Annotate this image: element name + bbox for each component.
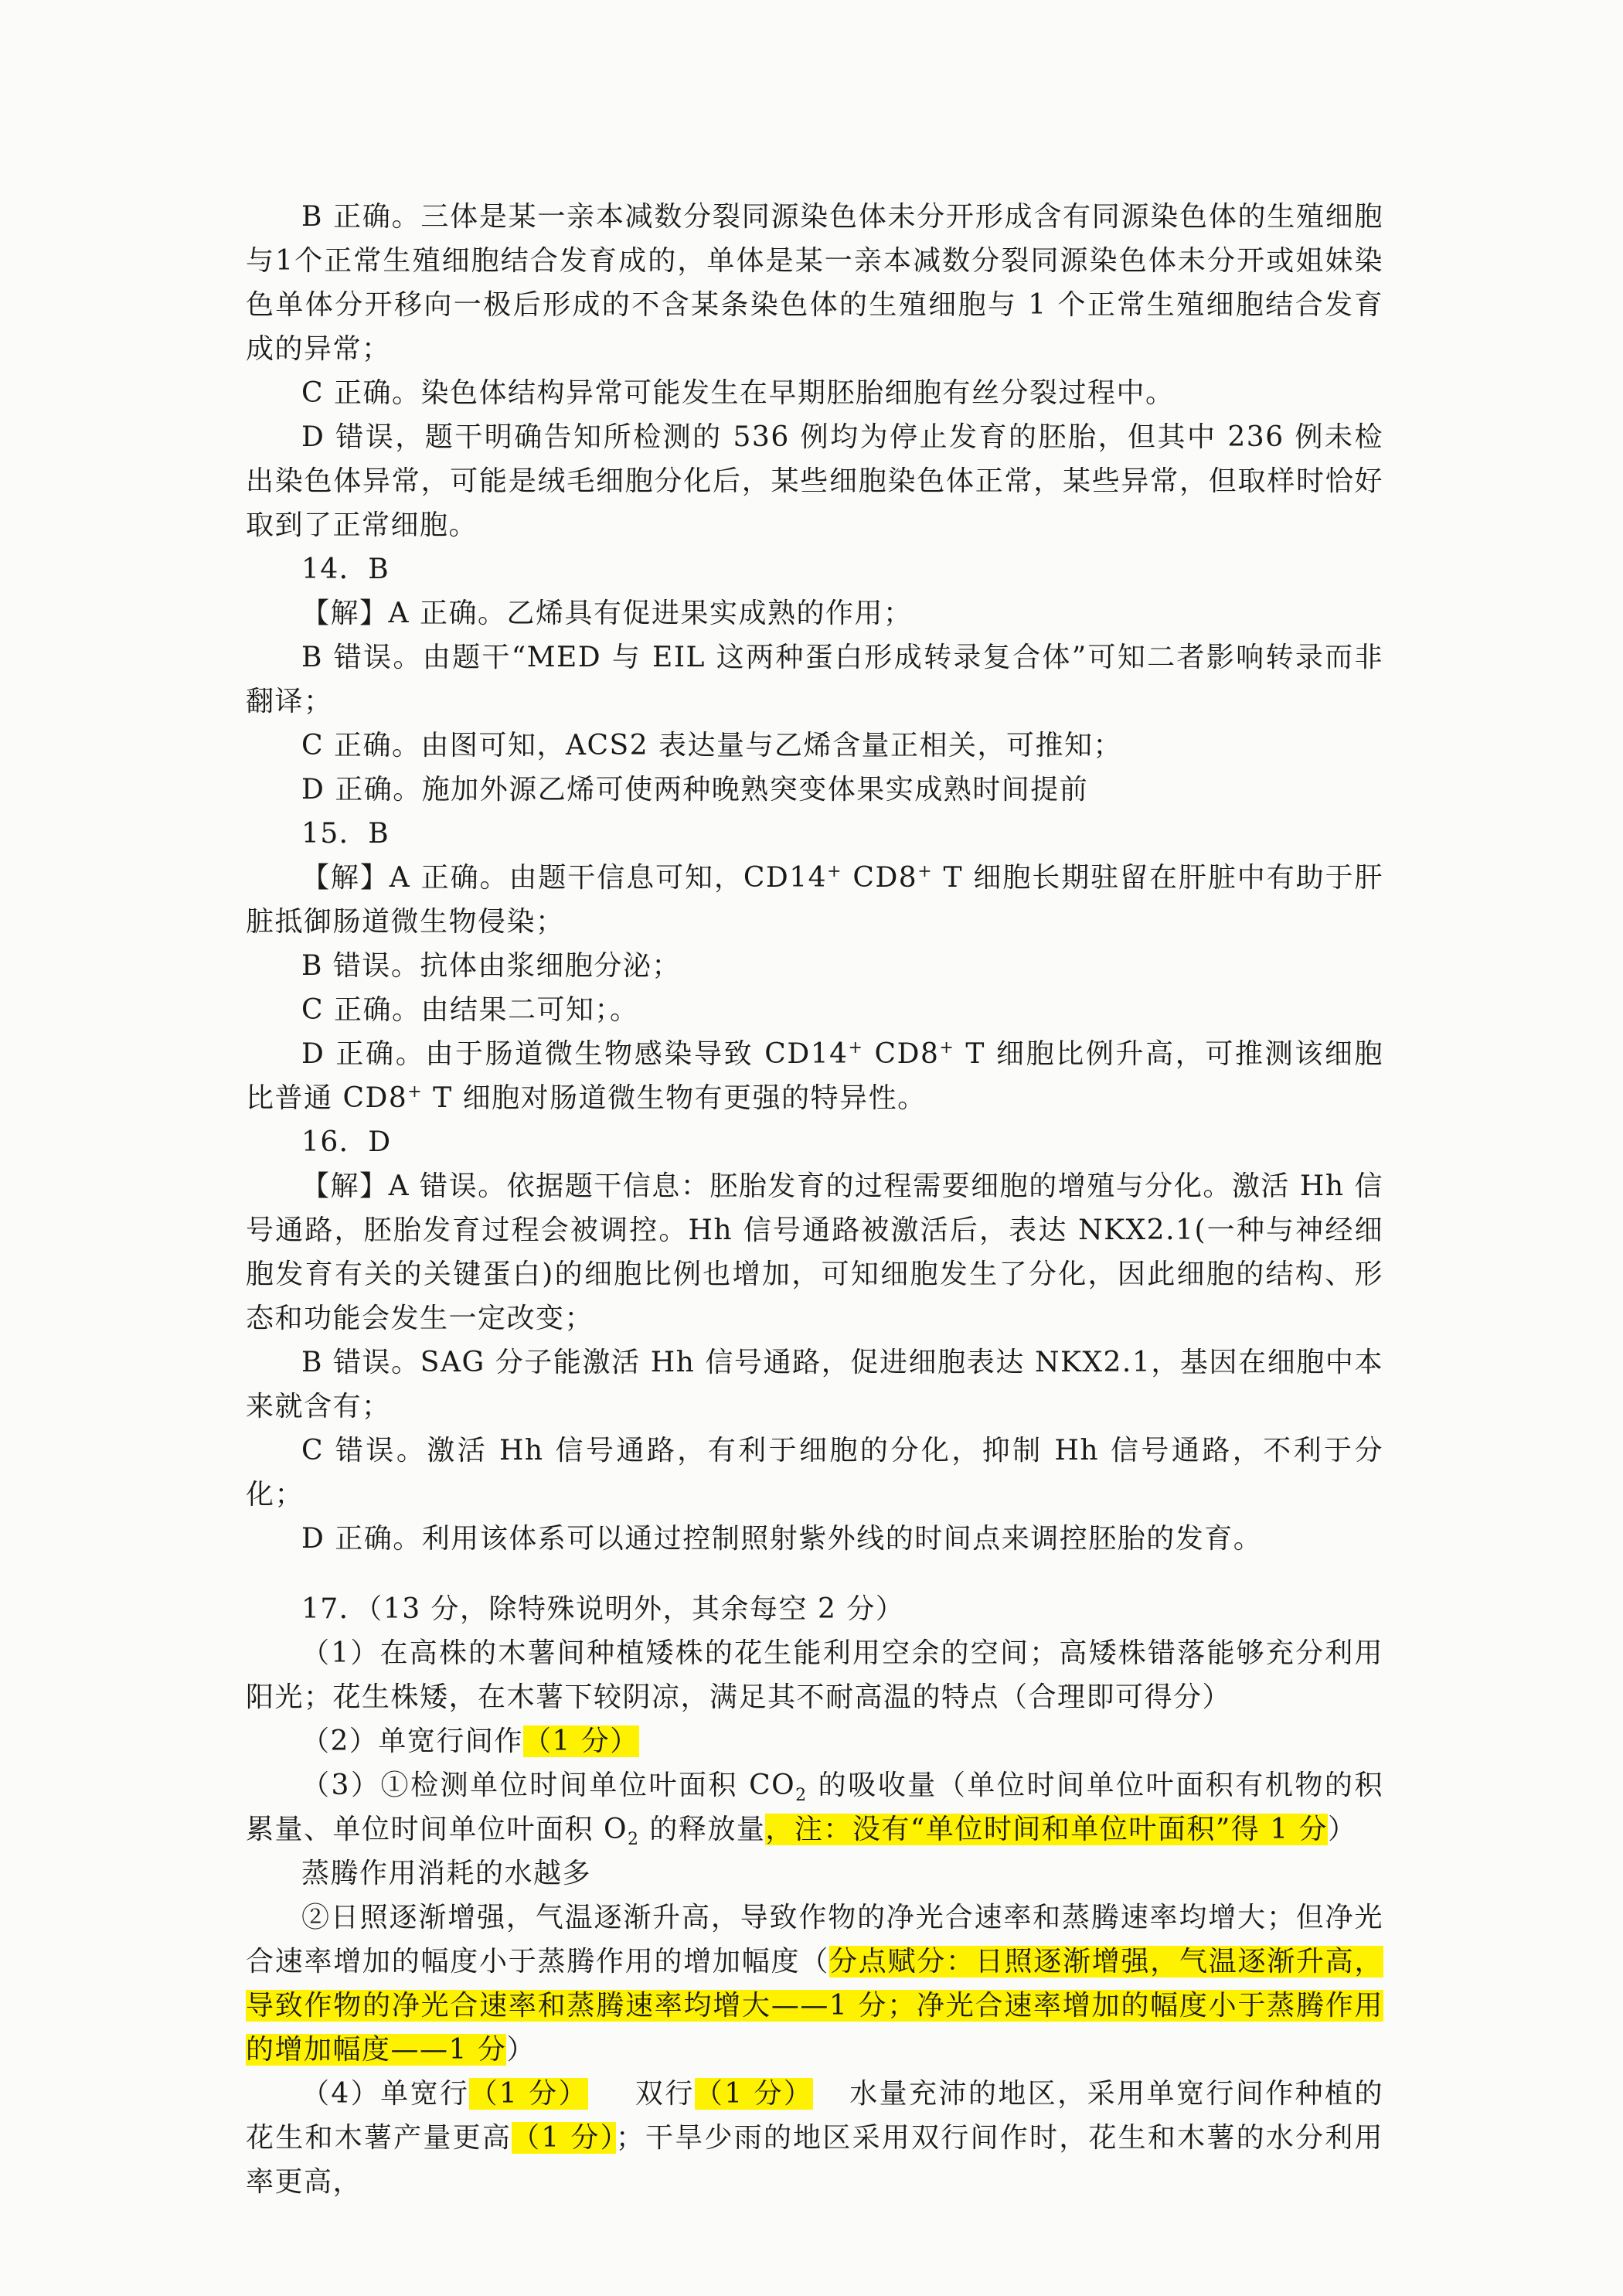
q15-option-c: C 正确。由结果二可知；。 [301, 994, 639, 1026]
q14-option-c: C 正确。由图可知，ACS2 表达量与乙烯含量正相关，可推知； [301, 730, 1123, 761]
q17-part-3-2: ②日照逐渐增强，气温逐渐升高，导致作物的净光合速率和蒸腾速率均增大；但净光合速率增加的幅度小于蒸腾作用的增加幅度（分点赋分：日照逐渐增强，气温逐渐升高，导致作物的净光合速率和蒸腾速率均增大——1 分；净光合速率增加的幅度小于蒸腾作用的增加幅度——1 分） [246, 1902, 1383, 2066]
q14-option-b: B 错误。由题干“MED 与 EIL 这两种蛋白形成转录复合体”可知二者影响转录而非翻译； [246, 642, 1383, 717]
q15-option-d: D 正确。由于肠道微生物感染导致 CD14+ CD8+ T 细胞比例升高，可推测该细胞比普通 CD8+ T 细胞对肠道微生物有更强的特异性。 [246, 1038, 1383, 1114]
q17-part-1: （1）在高株的木薯间种植矮株的花生能利用空余的空间；高矮株错落能够充分利用阳光；花生株矮，在木薯下较阴凉，满足其不耐高温的特点（合理即可得分） [246, 1637, 1383, 1713]
q16-option-c: C 错误。激活 Hh 信号通路，有利于细胞的分化，抑制 Hh 信号通路，不利于分化； [246, 1435, 1383, 1511]
q17-part-2: （2）单宽行间作（1 分） [301, 1725, 639, 1757]
score-note-highlight: ，注：没有“单位时间和单位叶面积”得 1 分 [765, 1814, 1329, 1845]
q15-option-b: B 错误。抗体由浆细胞分泌； [301, 950, 681, 982]
score-note-highlight: 分点赋分：日照逐渐增强，气温逐渐升高，导致作物的净光合速率和蒸腾速率均增大——1 分；净光合速率增加的幅度小于蒸腾作用的增加幅度——1 分 [246, 1946, 1383, 2066]
q14-answer: 14．B [301, 554, 390, 585]
q16-option-b: B 错误。SAG 分子能激活 Hh 信号通路，促进细胞表达 NKX2.1，基因在细胞中本来就含有； [246, 1347, 1383, 1422]
score-highlight: （1 分） [512, 2122, 616, 2154]
score-highlight: （1 分） [522, 1725, 639, 1757]
section-gap [246, 1561, 1383, 1587]
q16-option-d: D 正确。利用该体系可以通过控制照射紫外线的时间点来调控胚胎的发育。 [301, 1523, 1263, 1555]
q16-answer: 16．D [301, 1126, 392, 1158]
q13-option-b: B 正确。三体是某一亲本减数分裂同源染色体未分开形成含有同源染色体的生殖细胞与1个正常生殖细胞结合发育成的，单体是某一亲本减数分裂同源染色体未分开或姐妹染色单体分开移向一极后形成的不含某条染色体的生殖细胞与 1 个正常生殖细胞结合发育成的异常； [246, 201, 1383, 365]
score-highlight: （1 分） [694, 2078, 814, 2110]
q15-answer: 15．B [301, 818, 390, 850]
q17-heading: 17．（13 分，除特殊说明外，其余每空 2 分） [301, 1593, 905, 1625]
q15-option-a: 【解】A 正确。由题干信息可知，CD14+ CD8+ T 细胞长期驻留在肝脏中有助于肝脏抵御肠道微生物侵染； [246, 862, 1383, 938]
q14-option-a: 【解】A 正确。乙烯具有促进果实成熟的作用； [301, 598, 913, 629]
q13-option-d: D 错误，题干明确告知所检测的 536 例均为停止发育的胚胎，但其中 236 例未检出染色体异常，可能是绒毛细胞分化后，某些细胞染色体正常，某些异常，但取样时恰好取到了正常细胞。 [246, 421, 1383, 541]
q17-part-4: （4）单宽行（1 分） 双行（1 分） 水量充沛的地区，采用单宽行间作种植的花生和木薯产量更高（1 分）；干旱少雨的地区采用双行间作时，花生和木薯的水分利用率更高， [246, 2078, 1383, 2198]
score-highlight: （1 分） [469, 2078, 588, 2110]
q17-part-3-answer2: 蒸腾作用消耗的水越多 [301, 1858, 592, 1889]
q16-option-a: 【解】A 错误。依据题干信息：胚胎发育的过程需要细胞的增殖与分化。激活 Hh 信号通路，胚胎发育过程会被调控。Hh 信号通路被激活后，表达 NKX2.1(一种与神经细胞发育有关的关键蛋白)的细胞比例也增加，可知细胞发生了分化，因此细胞的结构、形态和功能会发生一定改变； [246, 1170, 1383, 1334]
q17-part-3: （3）①检测单位时间单位叶面积 $CO_2$ 的吸收量（单位时间单位叶面积有机物的积累量、单位时间单位叶面积 $O_2$ 的释放量，注：没有“单位时间和单位叶面积”得 1 分） [246, 1770, 1383, 1850]
q13-option-c: C 正确。染色体结构异常可能发生在早期胚胎细胞有丝分裂过程中。 [301, 377, 1175, 409]
q14-option-d: D 正确。施加外源乙烯可使两种晚熟突变体果实成熟时间提前 [301, 774, 1089, 806]
answer-text [246, 195, 1383, 2204]
